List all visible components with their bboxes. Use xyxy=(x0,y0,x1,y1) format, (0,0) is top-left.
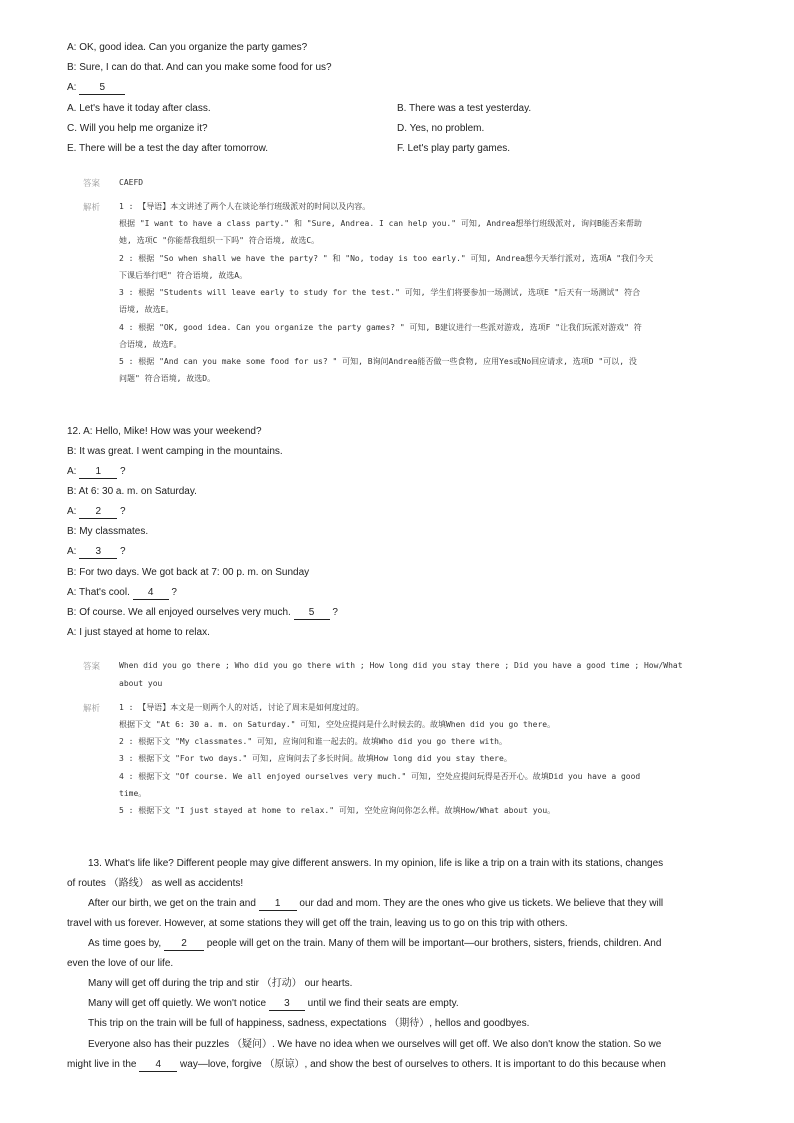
dialogue-line xyxy=(67,81,125,95)
analysis-label: 解析 xyxy=(83,202,101,212)
option-a: A. Let's have it today after class. xyxy=(67,103,211,114)
analysis-line: 根据下文 "At 6: 30 a. m. on Saturday." 可知, 空处应提问是什么时候去的。故填When did you go there。 xyxy=(119,720,556,729)
dialogue-line: B: Sure, I can do that. And can you make some food for us? xyxy=(67,62,332,73)
speaker-prefix: A: xyxy=(67,82,80,93)
question-mark: ? xyxy=(117,466,126,477)
blank-1[interactable]: 1 xyxy=(79,466,117,479)
question-mark: ? xyxy=(168,587,177,598)
analysis-line: 2 : 根据下文 "My classmates." 可知, 应询问和谁一起去的。故填Who did you go there with。 xyxy=(119,737,508,746)
analysis-line: 问题" 符合语境, 故选D。 xyxy=(119,374,216,383)
dialogue-line: B: At 6: 30 a. m. on Saturday. xyxy=(67,486,197,497)
passage-text: people will get on the train. Many of them will be important—our brothers, sisters, friends, children. And xyxy=(203,938,662,949)
passage-line: of routes （路线） as well as accidents! xyxy=(67,878,244,889)
blank-4[interactable]: 4 xyxy=(133,587,169,600)
passage-line: This trip on the train will be full of happiness, sadness, expectations （期待）, hellos and goodbyes. xyxy=(88,1018,530,1029)
option-c: C. Will you help me organize it? xyxy=(67,123,208,134)
passage-line: even the love of our life. xyxy=(67,958,174,969)
speaker-prefix: A: xyxy=(67,546,80,557)
blank-2[interactable]: 2 xyxy=(79,506,117,519)
dialogue-line: B: My classmates. xyxy=(67,526,149,537)
blank-4[interactable]: 4 xyxy=(139,1059,177,1072)
analysis-line: 4 : 根据 "OK, good idea. Can you organize the party games? " 可知, B建议进行一些派对游戏, 选项F "让我们玩派对游戏" 符 xyxy=(119,323,642,332)
option-f: F. Let's play party games. xyxy=(397,143,511,154)
speaker-prefix: A: xyxy=(67,506,80,517)
passage-text: until we find their seats are empty. xyxy=(304,998,459,1009)
analysis-line: 1 : 【导语】本文讲述了两个人在谈论举行班级派对的时间以及内容。 xyxy=(119,202,371,211)
passage-text: might live in the xyxy=(67,1059,140,1070)
passage-line xyxy=(88,897,727,911)
passage-line xyxy=(88,997,727,1011)
question-12-title: 12. A: Hello, Mike! How was your weekend? xyxy=(67,426,262,437)
blank-3[interactable]: 3 xyxy=(269,998,305,1011)
passage-line: 13. What's life like? Different people may give different answers. In my opinion, life is like a trip on a train with its stations, changes xyxy=(88,858,664,869)
analysis-line: 根据 "I want to have a class party." 和 "Sure, Andrea. I can help you." 可知, Andrea想举行班级派对, 询问B能否来帮助 xyxy=(119,219,642,228)
analysis-line: 5 : 根据 "And can you make some food for us? " 可知, B询问Andrea能否做一些食物, 应用Yes或No回应请求, 选项D "可以, 没 xyxy=(119,357,637,366)
analysis-line: time。 xyxy=(119,789,147,798)
dialogue-line xyxy=(67,606,338,620)
dialogue-line: B: It was great. I went camping in the mountains. xyxy=(67,446,283,457)
blank-5[interactable]: 5 xyxy=(79,82,125,95)
analysis-line: 4 : 根据下文 "Of course. We all enjoyed ourselves very much." 可知, 空处应提问玩得是否开心。故填Did you have a good xyxy=(119,772,641,781)
passage-text: After our birth, we get on the train and xyxy=(88,898,259,909)
analysis-line: 1 : 【导语】本文是一则两个人的对话, 讨论了周末是如何度过的。 xyxy=(119,703,364,712)
dialogue-line xyxy=(67,545,126,559)
option-b: B. There was a test yesterday. xyxy=(397,103,532,114)
analysis-line: 3 : 根据 "Students will leave early to study for the test." 可知, 学生们将要参加一场测试, 选项E "后天有一场测试" 符合 xyxy=(119,288,641,297)
blank-3[interactable]: 3 xyxy=(79,546,117,559)
passage-line xyxy=(67,1058,727,1072)
answer-text: about you xyxy=(119,679,163,688)
blank-2[interactable]: 2 xyxy=(164,938,204,951)
passage-text: way—love, forgive （原谅）, and show the best of ourselves to others. It is important to do this because when xyxy=(177,1059,666,1070)
analysis-line: 合语境, 故选F。 xyxy=(119,340,182,349)
answer-text: When did you go there ; Who did you go there with ; How long did you stay there ; Did you have a good time ; How/What xyxy=(119,661,683,670)
question-mark: ? xyxy=(117,506,126,517)
analysis-line: 5 : 根据下文 "I just stayed at home to relax." 可知, 空处应询问你怎么样。故填How/What about you。 xyxy=(119,806,556,815)
blank-5[interactable]: 5 xyxy=(294,607,330,620)
analysis-line: 语境, 故选E。 xyxy=(119,305,174,314)
dialogue-line: B: For two days. We got back at 7: 00 p. m. on Sunday xyxy=(67,567,310,578)
analysis-line: 她, 选项C "你能帮我组织一下吗" 符合语境, 故选C。 xyxy=(119,236,320,245)
analysis-line: 下课后举行吧" 符合语境, 故选A。 xyxy=(119,271,248,280)
dialogue-text: B: Of course. We all enjoyed ourselves very much. xyxy=(67,607,294,618)
dialogue-line xyxy=(67,586,177,600)
speaker-prefix: A: xyxy=(67,466,80,477)
dialogue-text: A: That's cool. xyxy=(67,587,133,598)
answer-label: 答案 xyxy=(83,661,101,671)
analysis-label: 解析 xyxy=(83,703,101,713)
passage-text: our dad and mom. They are the ones who give us tickets. We believe that they will xyxy=(296,898,664,909)
analysis-line: 2 : 根据 "So when shall we have the party? " 和 "No, today is too early." 可知, Andrea想今天举行派对, 选项A "我们今天 xyxy=(119,254,654,263)
question-mark: ? xyxy=(117,546,126,557)
dialogue-line xyxy=(67,465,126,479)
passage-line xyxy=(88,937,727,951)
dialogue-line: A: OK, good idea. Can you organize the party games? xyxy=(67,42,308,53)
analysis-line: 3 : 根据下文 "For two days." 可知, 应询问去了多长时间。故填How long did you stay there。 xyxy=(119,754,512,763)
passage-line: Many will get off during the trip and stir （打动） our hearts. xyxy=(88,978,353,989)
blank-1[interactable]: 1 xyxy=(259,898,297,911)
question-mark: ? xyxy=(329,607,338,618)
dialogue-line: A: I just stayed at home to relax. xyxy=(67,627,210,638)
passage-text: Many will get off quietly. We won't notice xyxy=(88,998,269,1009)
answer-text: CAEFD xyxy=(119,178,144,187)
option-e: E. There will be a test the day after tomorrow. xyxy=(67,143,269,154)
answer-label: 答案 xyxy=(83,178,101,188)
dialogue-line xyxy=(67,505,126,519)
passage-line: Everyone also has their puzzles （疑问）. We have no idea when we ourselves will get off. We also don't know the station. So we xyxy=(88,1039,662,1050)
passage-line: travel with us forever. However, at some stations they will get off the train, leaving us to go on this trip with others. xyxy=(67,918,568,929)
option-d: D. Yes, no problem. xyxy=(397,123,485,134)
passage-text: As time goes by, xyxy=(88,938,164,949)
